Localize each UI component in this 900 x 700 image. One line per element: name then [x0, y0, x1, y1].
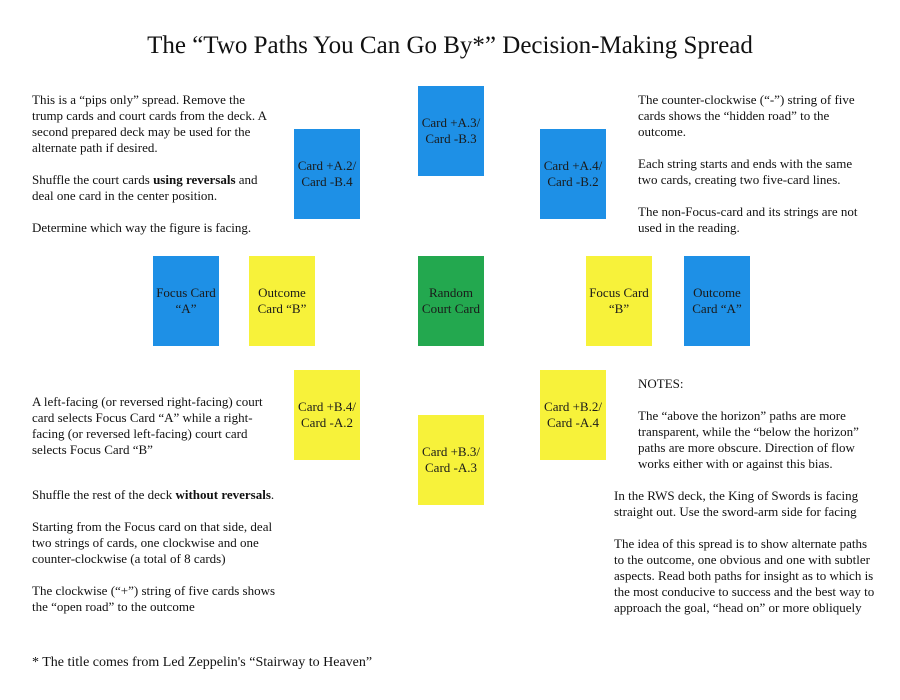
page-title: The “Two Paths You Can Go By*” Decision-Making Spread — [147, 32, 753, 59]
card-a2-b4 — [294, 129, 360, 219]
instruction-counter-clockwise-string: The counter-clockwise (“-”) string of five cards shows the “hidden road” to the outcome. — [638, 92, 855, 139]
card-label-line2: Card -A.4 — [547, 415, 599, 430]
shuffle-rest-emphasis: without reversals — [175, 487, 271, 502]
card-label-line2: Card “A” — [692, 301, 742, 316]
card-a3-b3 — [418, 86, 484, 176]
footnote: * The title comes from Led Zeppelin's “Stairway to Heaven” — [32, 655, 373, 670]
notes-idea — [614, 536, 876, 616]
instruction-determine-facing: Determine which way the figure is facing. — [32, 220, 252, 235]
instruction-shuffle-court — [32, 172, 272, 204]
card-label-line2: “B” — [608, 301, 630, 316]
card-label-line2: Court Card — [421, 301, 481, 316]
card-label-line1: Card +B.3/ — [422, 444, 480, 459]
card-focus-a — [153, 256, 219, 346]
instructions-left-bottom — [32, 487, 282, 615]
card-label-line1: Outcome — [693, 285, 741, 300]
card-label-line1: Card +A.2/ — [297, 158, 357, 173]
notes-rws — [614, 488, 876, 520]
instruction-string-ends: Each string starts and ends with the same two cards, creating two five-card lines. — [638, 156, 853, 187]
instruction-non-focus: The non-Focus-card and its strings are not used in the reading. — [638, 204, 858, 235]
card-label-line1: Card +B.4/ — [298, 399, 356, 414]
note-spread-idea: The idea of this spread is to show alternate paths to the outcome, one obvious and one with subtler aspects. Read both paths for insight as to which is the most conducive to success and the best way to approach the goal, “head on” or more obliquely — [614, 536, 875, 615]
card-label-line1: Outcome — [258, 285, 306, 300]
card-label-line1: Card +B.2/ — [544, 399, 602, 414]
shuffle-rest-text-a: Shuffle the rest of the deck — [32, 487, 176, 502]
instructions-left-top — [32, 92, 272, 236]
instruction-focus-selection: A left-facing (or reversed right-facing) court card selects Focus Card “A” while a right-facing (or reversed left-facing) court card selects Focus Card “B” — [32, 394, 263, 457]
instructions-right-top — [638, 92, 870, 236]
card-label-line1: Focus Card — [589, 285, 649, 300]
card-label-line1: Random — [428, 285, 474, 300]
instruction-shuffle-rest — [32, 487, 282, 503]
note-horizon-paths: The “above the horizon” paths are more transparent, while the “below the horizon” paths are more obscure. Direction of flow works either with or against this bias. — [638, 408, 859, 471]
card-b2-a4 — [540, 370, 606, 460]
card-focus-b — [586, 256, 652, 346]
card-random-court — [418, 256, 484, 346]
card-label-line2: “A” — [175, 301, 197, 316]
instruction-clockwise-string: The clockwise (“+”) string of five cards shows the “open road” to the outcome — [32, 583, 276, 614]
card-label-line2: Card -B.4 — [301, 174, 353, 189]
card-b3-a3 — [418, 415, 484, 505]
card-label-line2: Card -A.2 — [301, 415, 353, 430]
shuffle-court-text-c: and deal one card in the center position. — [32, 172, 258, 203]
card-b4-a2 — [294, 370, 360, 460]
card-label-line1: Focus Card — [156, 285, 216, 300]
notes-horizon — [638, 408, 872, 472]
card-a4-b2 — [540, 129, 606, 219]
card-label-line2: Card -B.2 — [547, 174, 599, 189]
shuffle-court-text-a: Shuffle the court cards — [32, 172, 154, 187]
card-label-line1: Card +A.3/ — [421, 115, 481, 130]
shuffle-court-emphasis: using reversals — [153, 172, 236, 187]
note-rws-king: In the RWS deck, the King of Swords is facing straight out. Use the sword-arm side for facing — [614, 488, 859, 519]
notes-heading: NOTES: — [638, 376, 684, 391]
instruction-remove-cards: This is a “pips only” spread. Remove the trump cards and court cards from the deck. A second prepared deck may be used for the alternate path if desired. — [32, 92, 267, 155]
card-outcome-b — [249, 256, 315, 346]
card-outcome-a — [684, 256, 750, 346]
card-label-line2: Card -A.3 — [425, 460, 477, 475]
shuffle-rest-text-c: . — [270, 487, 275, 502]
instruction-deal-strings: Starting from the Focus card on that side, deal two strings of cards, one clockwise and one counter-clockwise (a total of 8 cards) — [32, 519, 273, 566]
card-label-line2: Card “B” — [257, 301, 307, 316]
instructions-left-mid — [32, 394, 280, 458]
card-label-line1: Card +A.4/ — [543, 158, 603, 173]
card-label-line2: Card -B.3 — [425, 131, 477, 146]
